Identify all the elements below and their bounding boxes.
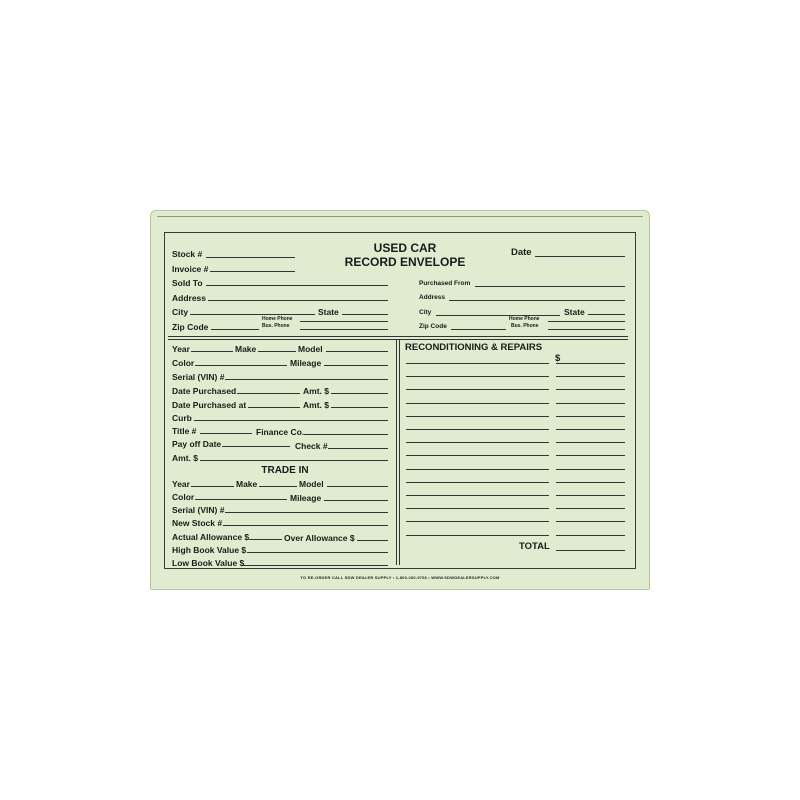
curb-field[interactable]: [194, 420, 388, 421]
finance-field[interactable]: [304, 434, 388, 435]
repair-description-line[interactable]: [406, 482, 549, 483]
repair-amount-line[interactable]: [556, 416, 625, 417]
repair-description-line[interactable]: [406, 416, 549, 417]
purchased-home-phone-label: Home Phone: [509, 316, 540, 322]
form-title-line1: USED CAR: [373, 241, 437, 255]
repair-amount-line[interactable]: [556, 521, 625, 522]
amt2-label: Amt. $: [303, 400, 329, 410]
purchased-from-field[interactable]: [475, 286, 625, 287]
check-label: Check #: [295, 441, 328, 451]
repair-amount-line[interactable]: [556, 442, 625, 443]
date-label: Date: [511, 247, 532, 258]
new-stock-field[interactable]: [223, 525, 388, 526]
trade-color-field[interactable]: [195, 499, 287, 500]
sold-bus-phone-field[interactable]: [300, 329, 388, 330]
trade-year-label: Year: [172, 479, 190, 489]
envelope-flap-line: [157, 216, 643, 219]
high-book-field[interactable]: [247, 552, 388, 553]
trade-make-field[interactable]: [259, 486, 297, 487]
sold-state-field[interactable]: [342, 314, 388, 315]
purchased-address-field[interactable]: [449, 300, 625, 301]
color-label: Color: [172, 358, 195, 368]
repair-amount-line[interactable]: [556, 469, 625, 470]
trade-make-label: Make: [236, 479, 258, 489]
date-purchased-label: Date Purchased: [172, 386, 237, 396]
sold-to-label: Sold To: [172, 278, 203, 288]
trade-model-field[interactable]: [327, 486, 388, 487]
sold-home-phone-field[interactable]: [300, 321, 388, 322]
trade-serial-label: Serial (VIN) #: [172, 505, 225, 515]
color-field[interactable]: [195, 365, 287, 366]
purchased-zip-field[interactable]: [451, 329, 506, 330]
amt3-field[interactable]: [200, 460, 388, 461]
trade-year-field[interactable]: [191, 486, 234, 487]
repair-description-line[interactable]: [406, 469, 549, 470]
invoice-label: Invoice #: [172, 264, 209, 274]
date-purchased-at-label: Date Purchased at: [172, 400, 247, 410]
repairs-total-label: TOTAL: [519, 541, 550, 552]
trade-serial-field[interactable]: [225, 512, 388, 513]
repair-amount-line[interactable]: [556, 389, 625, 390]
form-title-line2: RECORD ENVELOPE: [344, 255, 466, 269]
repair-description-line[interactable]: [406, 508, 549, 509]
stock-field[interactable]: [206, 257, 295, 258]
payoff-field[interactable]: [222, 446, 290, 447]
repair-amount-line[interactable]: [556, 403, 625, 404]
sold-zip-field[interactable]: [211, 329, 259, 330]
repair-amount-line[interactable]: [556, 363, 625, 364]
repair-description-line[interactable]: [406, 442, 549, 443]
repair-description-line[interactable]: [406, 495, 549, 496]
repair-amount-line[interactable]: [556, 376, 625, 377]
repair-amount-line[interactable]: [556, 535, 625, 536]
check-field[interactable]: [328, 448, 388, 449]
column-divider-right: [399, 339, 400, 565]
sold-bus-phone-label: Bus. Phone: [262, 323, 290, 329]
repair-description-line[interactable]: [406, 403, 549, 404]
amt-field[interactable]: [331, 393, 388, 394]
column-divider-left: [396, 339, 397, 565]
purchased-from-label: Purchased From: [419, 280, 471, 287]
title-field[interactable]: [200, 433, 252, 434]
sold-zip-label: Zip Code: [172, 322, 209, 332]
repair-amount-line[interactable]: [556, 508, 625, 509]
year-field[interactable]: [191, 351, 233, 352]
section-divider-top: [168, 336, 628, 337]
purchased-home-phone-field[interactable]: [548, 321, 625, 322]
sold-city-label: City: [172, 307, 189, 317]
section-divider-top-2: [168, 339, 628, 340]
curb-label: Curb: [172, 413, 192, 423]
repair-description-line[interactable]: [406, 521, 549, 522]
repair-description-line[interactable]: [406, 376, 549, 377]
new-stock-label: New Stock #: [172, 518, 223, 528]
repair-description-line[interactable]: [406, 389, 549, 390]
low-book-field[interactable]: [243, 565, 388, 566]
model-label: Model: [298, 344, 323, 354]
sold-to-field[interactable]: [206, 285, 388, 286]
purchased-state-field[interactable]: [588, 314, 625, 315]
purchased-zip-label: Zip Code: [419, 323, 447, 330]
repair-description-line[interactable]: [406, 429, 549, 430]
payoff-label: Pay off Date: [172, 439, 222, 449]
mileage-label: Mileage: [290, 358, 322, 368]
amt2-field[interactable]: [331, 407, 388, 408]
make-field[interactable]: [258, 351, 296, 352]
purchased-city-field[interactable]: [436, 315, 560, 316]
repair-amount-line[interactable]: [556, 482, 625, 483]
repair-amount-line[interactable]: [556, 429, 625, 430]
purchased-bus-phone-label: Bus. Phone: [511, 323, 539, 329]
invoice-field[interactable]: [210, 271, 295, 272]
purchased-address-label: Address: [419, 294, 446, 301]
purchased-bus-phone-field[interactable]: [548, 329, 625, 330]
stock-label: Stock #: [172, 249, 203, 259]
low-book-label: Low Book Value $: [172, 558, 245, 568]
date-field[interactable]: [535, 256, 625, 257]
finance-label: Finance Co.: [256, 427, 305, 437]
year-label: Year: [172, 344, 190, 354]
sold-home-phone-label: Home Phone: [262, 316, 293, 322]
repair-description-line[interactable]: [406, 455, 549, 456]
mileage-field[interactable]: [324, 365, 388, 366]
sold-address-label: Address: [172, 293, 207, 303]
actual-allowance-label: Actual Allowance $: [172, 532, 250, 542]
repair-description-line[interactable]: [406, 535, 549, 536]
date-purchased-at-field[interactable]: [248, 407, 300, 408]
over-allowance-field[interactable]: [357, 540, 388, 541]
repairs-total-field[interactable]: [556, 550, 625, 551]
repairs-heading: RECONDITIONING & REPAIRS: [405, 342, 543, 353]
sold-city-field[interactable]: [190, 314, 315, 315]
reorder-footer: TO RE-ORDER CALL SDW DEALER SUPPLY • 1-800-260-9766 • WWW.SDWDEALERSUPPLY.COM: [300, 575, 500, 580]
repair-description-line[interactable]: [406, 363, 549, 364]
repair-amount-line[interactable]: [556, 455, 625, 456]
purchased-state-label: State: [564, 307, 585, 317]
sold-address-field[interactable]: [208, 300, 388, 301]
trade-in-heading: TRADE IN: [261, 465, 309, 476]
serial-label: Serial (VIN) #: [172, 372, 225, 382]
amt3-label: Amt. $: [172, 453, 198, 463]
repair-amount-line[interactable]: [556, 495, 625, 496]
title-label: Title #: [172, 426, 197, 436]
trade-model-label: Model: [299, 479, 324, 489]
sold-state-label: State: [318, 307, 339, 317]
actual-allowance-field[interactable]: [249, 539, 282, 540]
over-allowance-label: Over Allowance $: [284, 533, 355, 543]
repairs-dollar-label: $: [555, 353, 561, 364]
high-book-label: High Book Value $: [172, 545, 247, 555]
model-field[interactable]: [326, 351, 388, 352]
purchased-city-label: City: [419, 309, 432, 316]
serial-field[interactable]: [225, 379, 388, 380]
date-purchased-field[interactable]: [237, 393, 300, 394]
trade-mileage-field[interactable]: [324, 500, 388, 501]
trade-color-label: Color: [172, 492, 195, 502]
trade-mileage-label: Mileage: [290, 493, 322, 503]
amt-label: Amt. $: [303, 386, 329, 396]
make-label: Make: [235, 344, 257, 354]
